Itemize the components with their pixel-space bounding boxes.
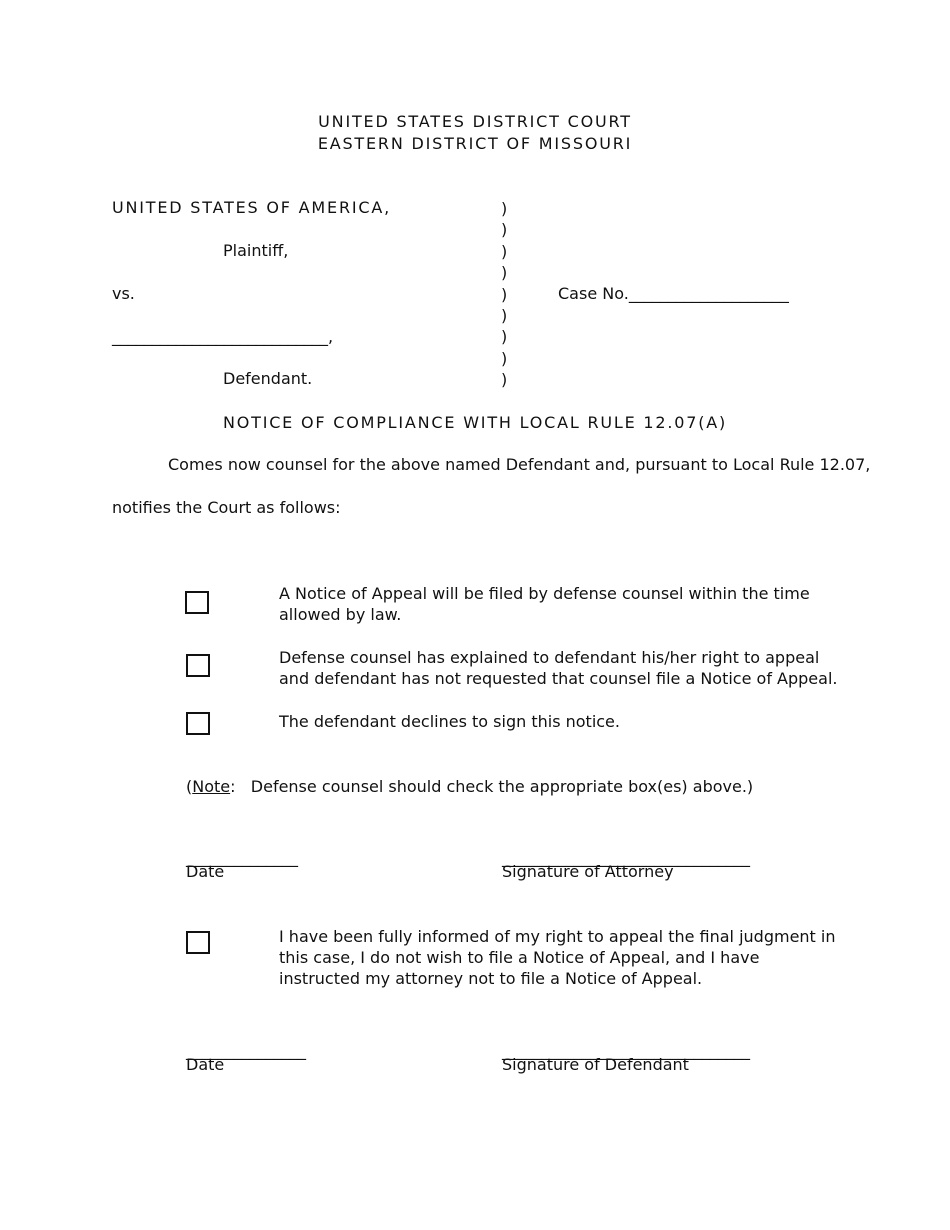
intro-line-2: notifies the Court as follows:: [112, 498, 341, 517]
intro-line-1: Comes now counsel for the above named Defendant and, pursuant to Local Rule 12.07,: [168, 455, 871, 474]
plaintiff-label: Plaintiff,: [223, 241, 289, 260]
defendant-name-blank[interactable]: ___________________________,: [112, 327, 334, 346]
defendant-date-label: Date: [186, 1055, 225, 1074]
note-label: Note: [192, 777, 231, 796]
note-open-paren: (: [186, 777, 193, 796]
option-declines-text: The defendant declines to sign this notice.: [279, 712, 620, 731]
case-number-field[interactable]: [558, 283, 789, 304]
defendant-date-blank[interactable]: _______________: [186, 1041, 306, 1060]
court-district: EASTERN DISTRICT OF MISSOURI: [317, 134, 633, 153]
plaintiff-name: UNITED STATES OF AMERICA,: [112, 198, 391, 217]
note-text: : Defense counsel should check the appropriate box(es) above.): [230, 777, 754, 796]
option-appeal-checkbox[interactable]: [185, 591, 209, 614]
option-no-appeal-text: Defense counsel has explained to defendant his/her right to appeal and defendant has not requested that counsel file a Notice of Appeal.: [279, 648, 838, 688]
option-declines-checkbox[interactable]: [186, 712, 210, 735]
case-number-label: Case No.: [558, 284, 629, 303]
option-no-appeal-checkbox[interactable]: [186, 654, 210, 677]
attorney-signature-label: Signature of Attorney: [502, 862, 674, 881]
note: [186, 776, 753, 797]
defendant-signature-label: Signature of Defendant: [502, 1055, 689, 1074]
option-appeal-text: A Notice of Appeal will be filed by defense counsel within the time allowed by law.: [279, 584, 810, 624]
defendant-label: Defendant.: [223, 369, 313, 388]
defendant-signature-blank[interactable]: _______________________________: [502, 1041, 750, 1060]
case-number-blank[interactable]: ____________________: [628, 284, 789, 303]
caption-parentheses: ) ) ) ) ) ) ) ) ): [501, 199, 508, 390]
attorney-signature-blank[interactable]: _______________________________: [502, 848, 750, 867]
defendant-statement-text: I have been fully informed of my right to appeal the final judgment in this case, I do not wish to file a Notice of Appeal, and I have instructed my attorney not to file a Notice of Appeal.: [279, 927, 836, 988]
defendant-statement-checkbox[interactable]: [186, 931, 210, 954]
court-name: UNITED STATES DISTRICT COURT: [318, 112, 632, 131]
document-title: NOTICE OF COMPLIANCE WITH LOCAL RULE 12.07(A): [222, 413, 728, 432]
attorney-date-blank[interactable]: ______________: [186, 848, 298, 867]
versus-label: vs.: [112, 284, 135, 303]
attorney-date-label: Date: [186, 862, 225, 881]
